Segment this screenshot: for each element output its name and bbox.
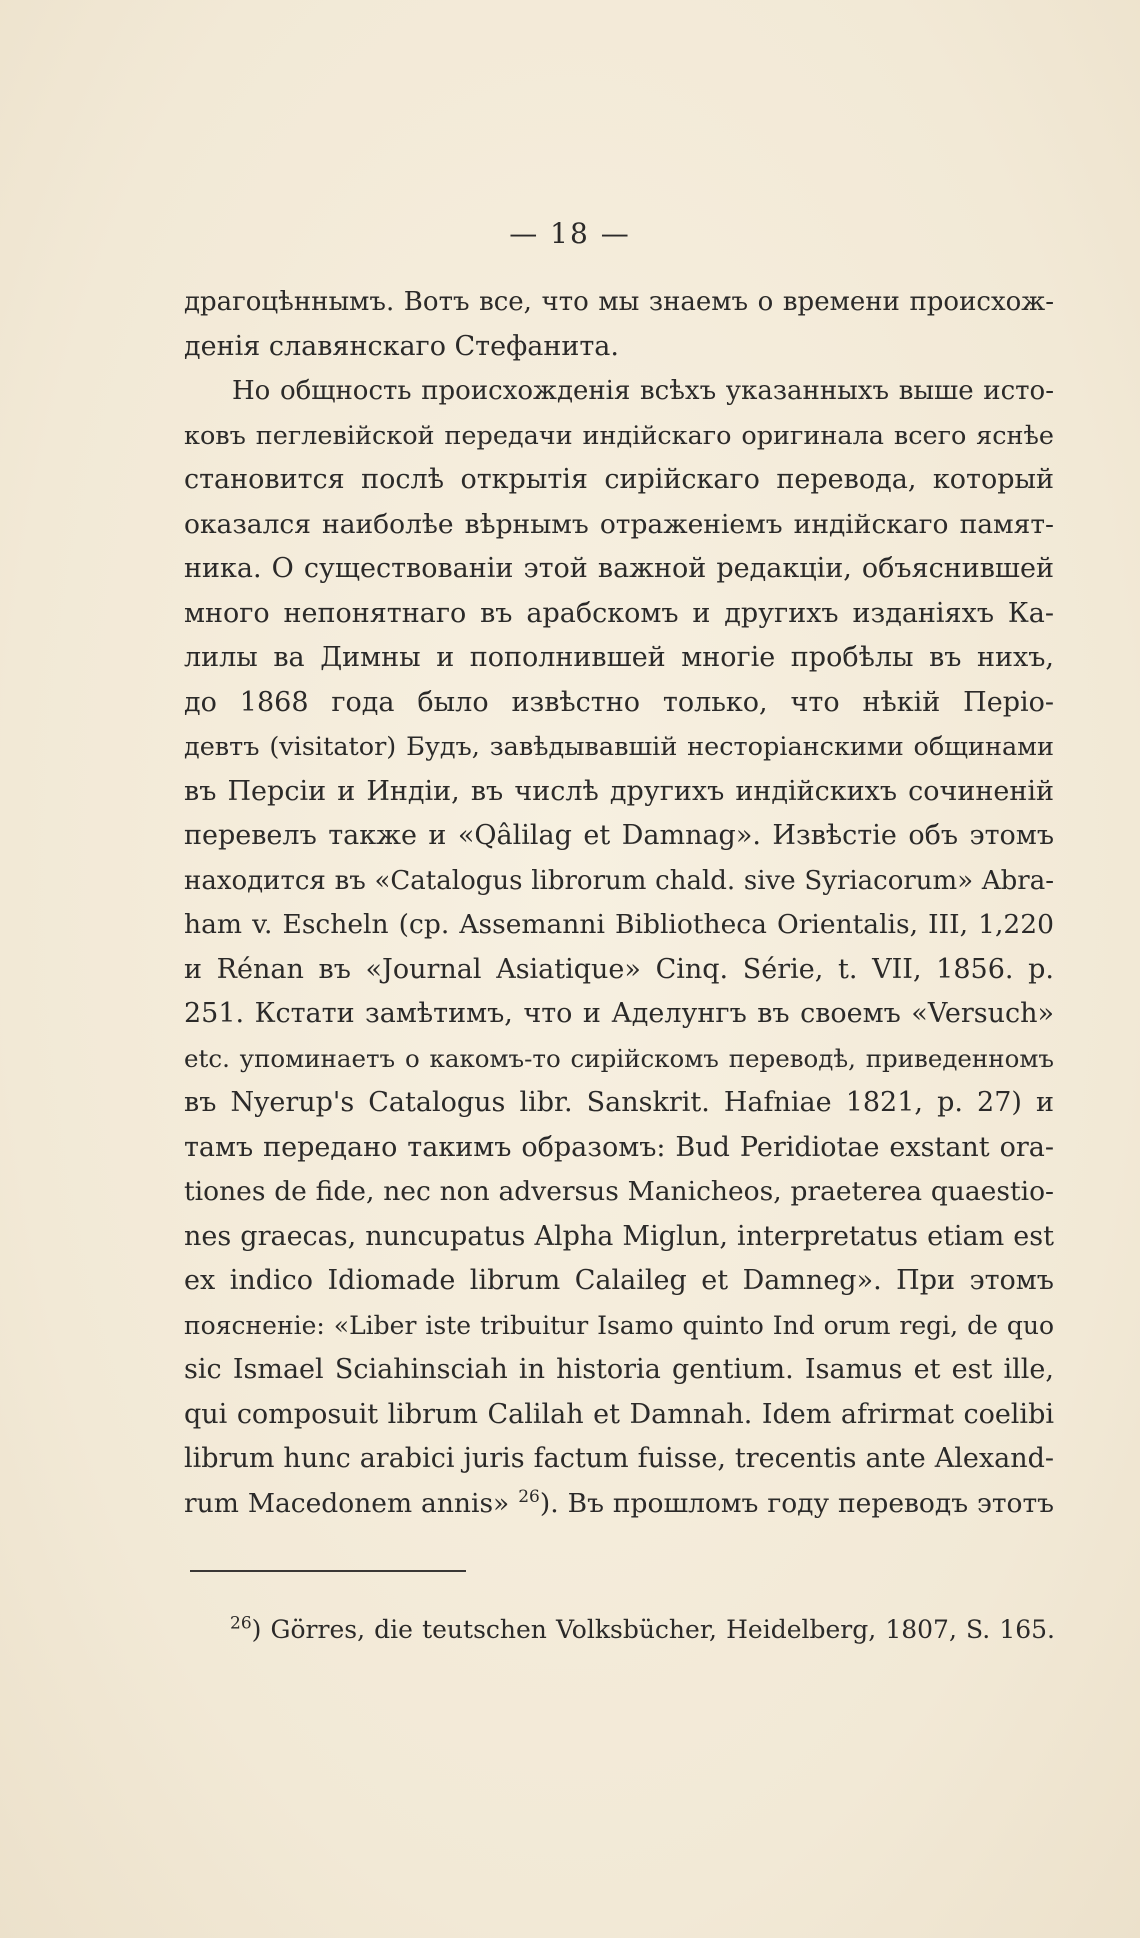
text-line: и Rénan въ «Journal Asiatique» Cinq. Série, t. VII, 1856. p. — [184, 953, 1054, 985]
text-line: qui composuit librum Calilah et Damnah. Idem afrirmat coelibi — [184, 1398, 1054, 1430]
footnote-text: ) Görres, die teutschen Volksbücher, Heidelberg, 1807, S. 165. — [251, 1615, 1055, 1644]
text-line: находится въ «Catalogus librorum chald. sive Syriacorum» Abra- — [184, 865, 1054, 896]
text-line: денія славянскаго Стефанита. — [184, 330, 619, 362]
text-line: становится послѣ открытія сирійскаго перевода, который — [184, 464, 1054, 495]
footnote-number: 26 — [230, 1613, 252, 1634]
text-line: librum hunc arabici juris factum fuisse, trecentis ante Alexand- — [184, 1443, 1054, 1474]
text-line: sic Ismael Sciahinsciah in historia gentium. Isamus et est ille, — [184, 1354, 1054, 1385]
text-line: ex indico Idiomade librum Calaileg et Damneg». При этомъ — [184, 1265, 1054, 1296]
text-line: 251. Кстати замѣтимъ, что и Аделунгъ въ своемъ «Versuch» — [184, 998, 1054, 1029]
text-line: tiones de fide, nec non adversus Manicheos, praeterea quaestio- — [184, 1176, 1054, 1207]
paragraph-start-line: Но общность происхожденія всѣхъ указанныхъ выше исто- — [232, 376, 1054, 406]
text-line: тамъ передано такимъ образомъ: Bud Peridiotae exstant ora- — [184, 1131, 1054, 1163]
text-line: девтъ (visitator) Будъ, завѣдывавшій несторіанскими общинами — [184, 732, 1054, 762]
text-line-with-footnote-ref — [184, 1482, 1054, 1527]
text-line: ham v. Escheln (ср. Assemanni Bibliotheca Orientalis, III, 1,220 — [184, 909, 1054, 940]
text-line: поясненіе: «Liber iste tribuitur Isamo quinto Ind orum regi, de quo — [184, 1310, 1054, 1340]
text-line: въ Персіи и Индіи, въ числѣ другихъ индійскихъ сочиненій — [184, 775, 1054, 807]
text-segment: ). Въ прошломъ году переводъ этотъ — [539, 1487, 1054, 1519]
text-line: etc. упоминаетъ о какомъ-то сирійскомъ переводѣ, приведенномъ — [184, 1043, 1054, 1073]
text-line: до 1868 года было извѣстно только, что нѣкій Періо- — [184, 686, 1054, 718]
text-line: ковъ пеглевійской передачи индійскаго оригинала всего яснѣе — [184, 420, 1054, 451]
text-line: много непонятнаго въ арабскомъ и другихъ изданіяхъ Ка- — [184, 597, 1054, 629]
text-line: оказался наиболѣе вѣрнымъ отраженіемъ индійскаго памят- — [184, 508, 1054, 540]
text-segment: rum Macedonem annis» — [184, 1487, 510, 1519]
text-line: перевелъ также и «Qâlilag et Damnag». Извѣстіе объ этомъ — [184, 820, 1054, 851]
text-line: ника. О существованіи этой важной редакціи, объяснившей — [184, 553, 1054, 584]
text-line: лилы ва Димны и пополнившей многіе пробѣлы въ нихъ, — [184, 642, 1054, 673]
page-number: — 18 — — [509, 217, 631, 250]
body-text — [184, 280, 1054, 1526]
footnote — [230, 1608, 1055, 1652]
footnote-reference[interactable]: 26 — [518, 1486, 540, 1507]
text-line: nes graecas, nuncupatus Alpha Miglun, interpretatus etiam est — [184, 1220, 1054, 1252]
footnote-divider — [190, 1570, 466, 1572]
text-line: въ Nyerup's Catalogus libr. Sanskrit. Hafniae 1821, p. 27) и — [184, 1087, 1054, 1118]
text-line: драгоцѣннымъ. Вотъ все, что мы знаемъ о времени происхож- — [184, 287, 1054, 317]
